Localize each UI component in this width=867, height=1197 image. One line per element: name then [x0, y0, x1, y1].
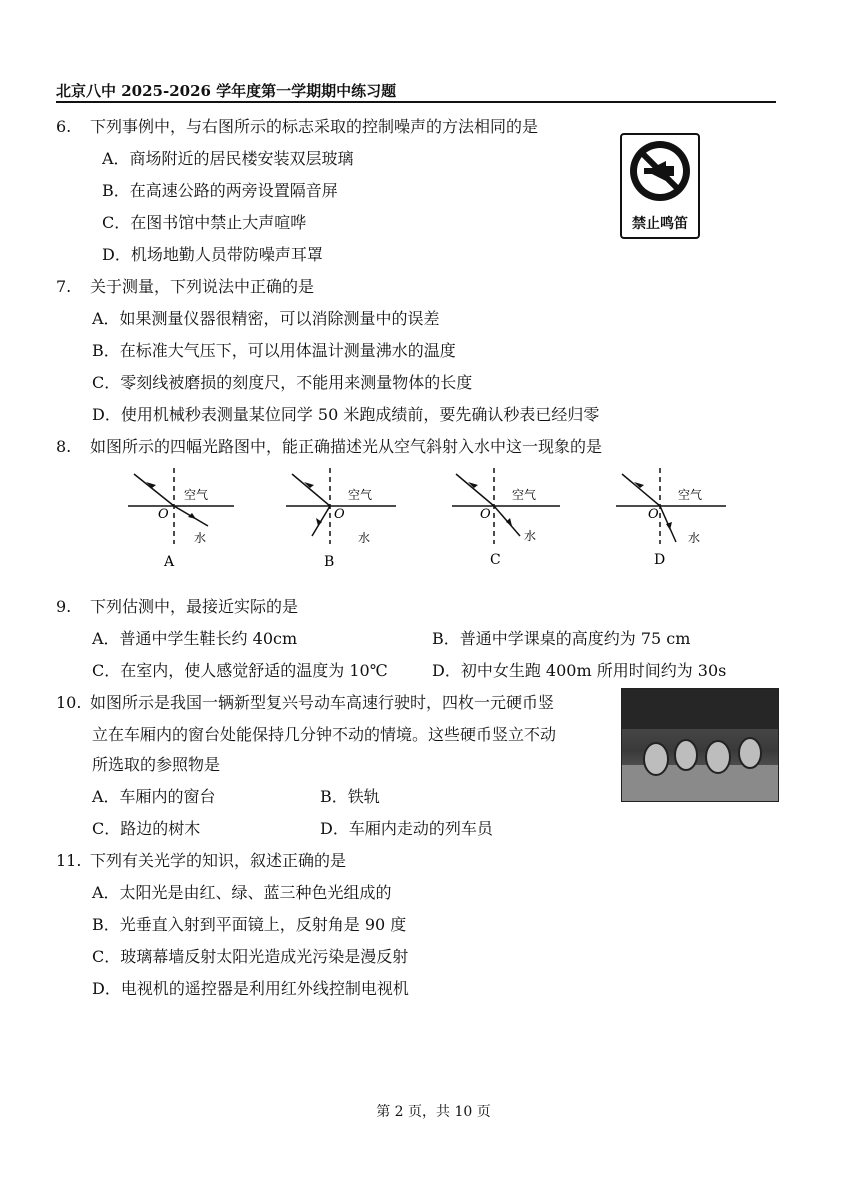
diagram-a-water-label: 水 [194, 531, 207, 545]
q6-option-b: B．在高速公路的两旁设置隔音屏 [102, 181, 338, 200]
q11-option-c: C．玻璃幕墙反射太阳光造成光污染是漫反射 [92, 947, 409, 966]
no-honking-icon [622, 135, 698, 207]
question-9-text: 下列估测中，最接近实际的是 [90, 597, 299, 616]
q6-option-c: C．在图书馆中禁止大声喧哗 [102, 213, 307, 232]
header-rule [56, 101, 776, 103]
diagram-c-letter: C [490, 552, 501, 568]
diagram-c-point-label: O [480, 507, 491, 522]
q11-option-b: B．光垂直入射到平面镜上，反射角是 90 度 [92, 915, 407, 934]
q9-option-b: B．普通中学课桌的高度约为 75 cm [432, 629, 691, 648]
question-11-stem [56, 848, 346, 871]
question-10-text-line-3: 所选取的参照物是 [92, 755, 221, 774]
diagram-b-point-label: O [334, 507, 345, 522]
q7-option-a: A．如果测量仪器很精密，可以消除测量中的误差 [92, 309, 440, 328]
q9-option-a: A．普通中学生鞋长约 40cm [92, 629, 298, 648]
diagram-d-point-label: O [648, 507, 659, 522]
q7-option-d: D．使用机械秒表测量某位同学 50 米跑成绩前，要先确认秒表已经归零 [92, 405, 600, 424]
q6-option-a: A．商场附近的居民楼安装双层玻璃 [102, 149, 354, 168]
q9-option-c: C．在室内，使人感觉舒适的温度为 10℃ [92, 661, 388, 680]
diagram-b-water-label: 水 [358, 531, 371, 545]
diagram-c-water-label: 水 [524, 529, 537, 543]
diagram-a-air-label: 空气 [184, 488, 209, 502]
q10-option-b: B．铁轨 [320, 787, 380, 806]
diagram-d-letter: D [654, 552, 666, 568]
q10-option-d: D．车厢内走动的列车员 [320, 819, 493, 838]
question-9-number: 9. [56, 597, 72, 616]
q9-option-d: D．初中女生跑 400m 所用时间约为 30s [432, 661, 727, 680]
diagram-a-point-label: O [158, 507, 169, 522]
question-11-text: 下列有关光学的知识，叙述正确的是 [90, 851, 347, 870]
question-7-text: 关于测量，下列说法中正确的是 [90, 277, 315, 296]
page-number-footer: 第 2 页，共 10 页 [376, 1104, 491, 1120]
question-8-text: 如图所示的四幅光路图中，能正确描述光从空气斜射入水中这一现象的是 [90, 437, 603, 456]
light-path-diagram-c [452, 466, 572, 580]
light-path-diagram-d [616, 466, 736, 580]
light-path-diagram-b [286, 466, 406, 580]
question-10-text-line-1: 如图所示是我国一辆新型复兴号动车高速行驶时，四枚一元硬币竖 [90, 693, 555, 712]
diagram-a-letter: A [164, 554, 175, 570]
question-9-stem [56, 594, 298, 617]
question-11-number: 11. [56, 851, 82, 870]
question-7-number: 7. [56, 277, 72, 296]
diagram-b-air-label: 空气 [348, 488, 373, 502]
diagram-d-air-label: 空气 [678, 488, 703, 502]
q7-option-c: C．零刻线被磨损的刻度尺，不能用来测量物体的长度 [92, 373, 473, 392]
question-8-number: 8. [56, 437, 72, 456]
question-7-stem [56, 274, 314, 297]
question-6-number: 6. [56, 117, 72, 136]
q11-option-d: D．电视机的遥控器是利用红外线控制电视机 [92, 979, 409, 998]
question-10-text-line-2: 立在车厢内的窗台处能保持几分钟不动的情境。这些硬币竖立不动 [92, 725, 557, 744]
q11-option-a: A．太阳光是由红、绿、蓝三种色光组成的 [92, 883, 392, 902]
q7-option-b: B．在标准大气压下，可以用体温计测量沸水的温度 [92, 341, 456, 360]
question-8-stem [56, 434, 602, 457]
question-10-stem [56, 690, 554, 713]
no-honking-label: 禁止鸣笛 [632, 216, 688, 232]
diagram-d-water-label: 水 [688, 531, 701, 545]
q10-option-c: C．路边的树木 [92, 819, 201, 838]
diagram-b-letter: B [324, 554, 335, 570]
question-10-number: 10. [56, 693, 82, 712]
q6-option-d: D．机场地勤人员带防噪声耳罩 [102, 245, 323, 264]
question-6-text: 下列事例中，与右图所示的标志采取的控制噪声的方法相同的是 [90, 117, 539, 136]
q10-option-a: A．车厢内的窗台 [92, 787, 216, 806]
no-honking-sign [620, 133, 700, 239]
question-6-stem [56, 114, 538, 137]
exam-header-title: 北京八中 2025-2026 学年度第一学期期中练习题 [56, 82, 397, 100]
coins-on-train-windowsill-photo [621, 688, 779, 802]
diagram-c-air-label: 空气 [512, 488, 537, 502]
light-path-diagram-a [122, 466, 242, 580]
